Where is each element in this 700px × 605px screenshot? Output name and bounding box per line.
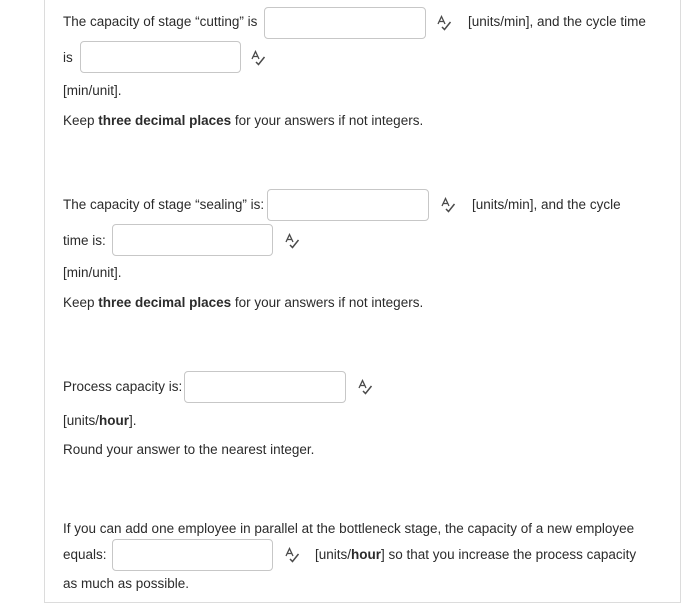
spellcheck-icon[interactable]	[436, 15, 452, 31]
q4-continuation: as much as possible.	[63, 576, 190, 591]
q1-cycle-input[interactable]	[80, 41, 241, 73]
q2-cycle-unit: [min/unit].	[63, 265, 122, 280]
q2-capacity-input[interactable]	[267, 189, 429, 221]
q3-process-capacity-label: Process capacity is:	[63, 379, 183, 394]
spellcheck-icon[interactable]	[357, 379, 373, 395]
spellcheck-icon[interactable]	[250, 50, 266, 66]
q1-instruction: Keep three decimal places for your answers if not integers.	[63, 113, 424, 128]
q1-cycle-label: is	[63, 50, 73, 65]
q3-process-capacity-input[interactable]	[184, 371, 346, 403]
q1-capacity-unit: [units/min], and the cycle time	[468, 14, 646, 29]
q3-instruction: Round your answer to the nearest integer.	[63, 442, 315, 457]
q2-cycle-input[interactable]	[112, 224, 273, 256]
q1-capacity-input[interactable]	[264, 7, 426, 39]
q2-capacity-unit: [units/min], and the cycle	[472, 197, 621, 212]
q2-capacity-label: The capacity of stage “sealing” is:	[63, 197, 265, 212]
q1-cycle-unit: [min/unit].	[63, 83, 122, 98]
q1-capacity-label: The capacity of stage “cutting” is	[63, 14, 258, 29]
q3-unit: [units/hour].	[63, 413, 137, 428]
spellcheck-icon[interactable]	[284, 547, 300, 563]
q4-unit: [units/hour] so that you increase the process capacity	[315, 547, 637, 562]
spellcheck-icon[interactable]	[284, 233, 300, 249]
spellcheck-icon[interactable]	[440, 197, 456, 213]
q2-cycle-label: time is:	[63, 233, 106, 248]
q2-instruction: Keep three decimal places for your answers if not integers.	[63, 295, 424, 310]
q4-new-capacity-input[interactable]	[112, 539, 273, 571]
q4-equals-label: equals:	[63, 547, 107, 562]
q4-question-text: If you can add one employee in parallel at the bottleneck stage, the capacity of a new employee	[63, 521, 635, 536]
